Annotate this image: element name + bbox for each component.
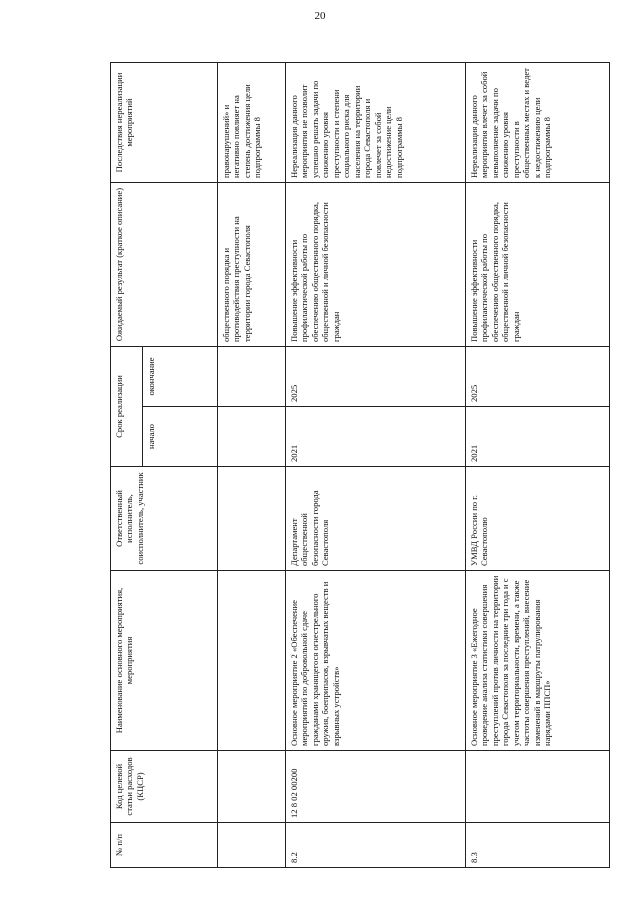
cell-consequences: Нереализация данного мероприятия влечет за собой невыполнение задачи по снижению уровня преступности в общественных местах и ведет к недостижению цели подпрограммы 8 — [466, 63, 610, 183]
cell-num: 8.3 — [466, 823, 610, 868]
cell-num — [218, 823, 286, 868]
header-consequences: Последствия нереализации мероприятий — [111, 63, 218, 183]
page-number: 20 — [314, 10, 326, 22]
cell-result: Повышение эффективности профилактической работы по обеспечению общественного порядка, общественной и личной безопасности граждан — [286, 183, 466, 347]
cell-name: Основное мероприятие 3 «Ежегодное проведение анализа статистики совершения преступлений против личности на территории города Севастополя за последние три года и с учетом территориальности, времени, а также частоты совершения преступлений, внесение изменений в маршруты патрулирования нарядами ППСП» — [466, 571, 610, 751]
cell-consequences: правонарушений» и негативно повлияет на степень достижения цели подпрограммы 8 — [218, 63, 286, 183]
cell-responsible: УМВД России по г. Севастополю — [466, 467, 610, 571]
cell-end — [218, 347, 286, 407]
cell-num: 8.2 — [286, 823, 466, 868]
cell-name — [218, 571, 286, 751]
cell-result: Повышение эффективности профилактической работы по обеспечению общественного порядка, общественной и личной безопасности граждан — [466, 183, 610, 347]
header-period: Срок реализации — [111, 347, 143, 467]
header-start: начало — [143, 407, 218, 467]
cell-code — [218, 751, 286, 823]
cell-consequences: Нереализация данного мероприятия не позволит успешно решать задачи по снижению уровня преступности и степени социального риска для населения на территории города Севастополя и повлечет за собой недостижение цели подпрограммы 8 — [286, 63, 466, 183]
table-row — [466, 63, 610, 868]
cell-end: 2025 — [466, 347, 610, 407]
rotated-table-wrapper — [110, 63, 610, 868]
cell-start — [218, 407, 286, 467]
cell-code — [466, 751, 610, 823]
header-responsible: Ответственный исполнитель, соисполнитель, участник — [111, 467, 218, 571]
cell-start: 2021 — [466, 407, 610, 467]
cell-code: 12 8 02 00200 — [286, 751, 466, 823]
cell-name: Основное мероприятие 2 «Обеспечение мероприятий по добровольной сдаче гражданами хранящегося огнестрельного оружия, боеприпасов, взрывчатых веществ и взрывных устройств» — [286, 571, 466, 751]
measures-table — [110, 62, 610, 868]
header-end: окончание — [143, 347, 218, 407]
header-code: Код целевой статьи расходов (КЦСР) — [111, 751, 218, 823]
cell-start: 2021 — [286, 407, 466, 467]
table-row — [218, 63, 286, 868]
header-result: Ожидаемый результат (краткое описание) — [111, 183, 218, 347]
cell-result: общественного порядка и противодействия преступности на территории города Севастополя — [218, 183, 286, 347]
cell-responsible: Департамент общественной безопасности города Севастополя — [286, 467, 466, 571]
table-row — [286, 63, 466, 868]
header-num: № п/п — [111, 823, 218, 868]
cell-responsible — [218, 467, 286, 571]
header-name: Наименование основного мероприятия, мероприятия — [111, 571, 218, 751]
cell-end: 2025 — [286, 347, 466, 407]
